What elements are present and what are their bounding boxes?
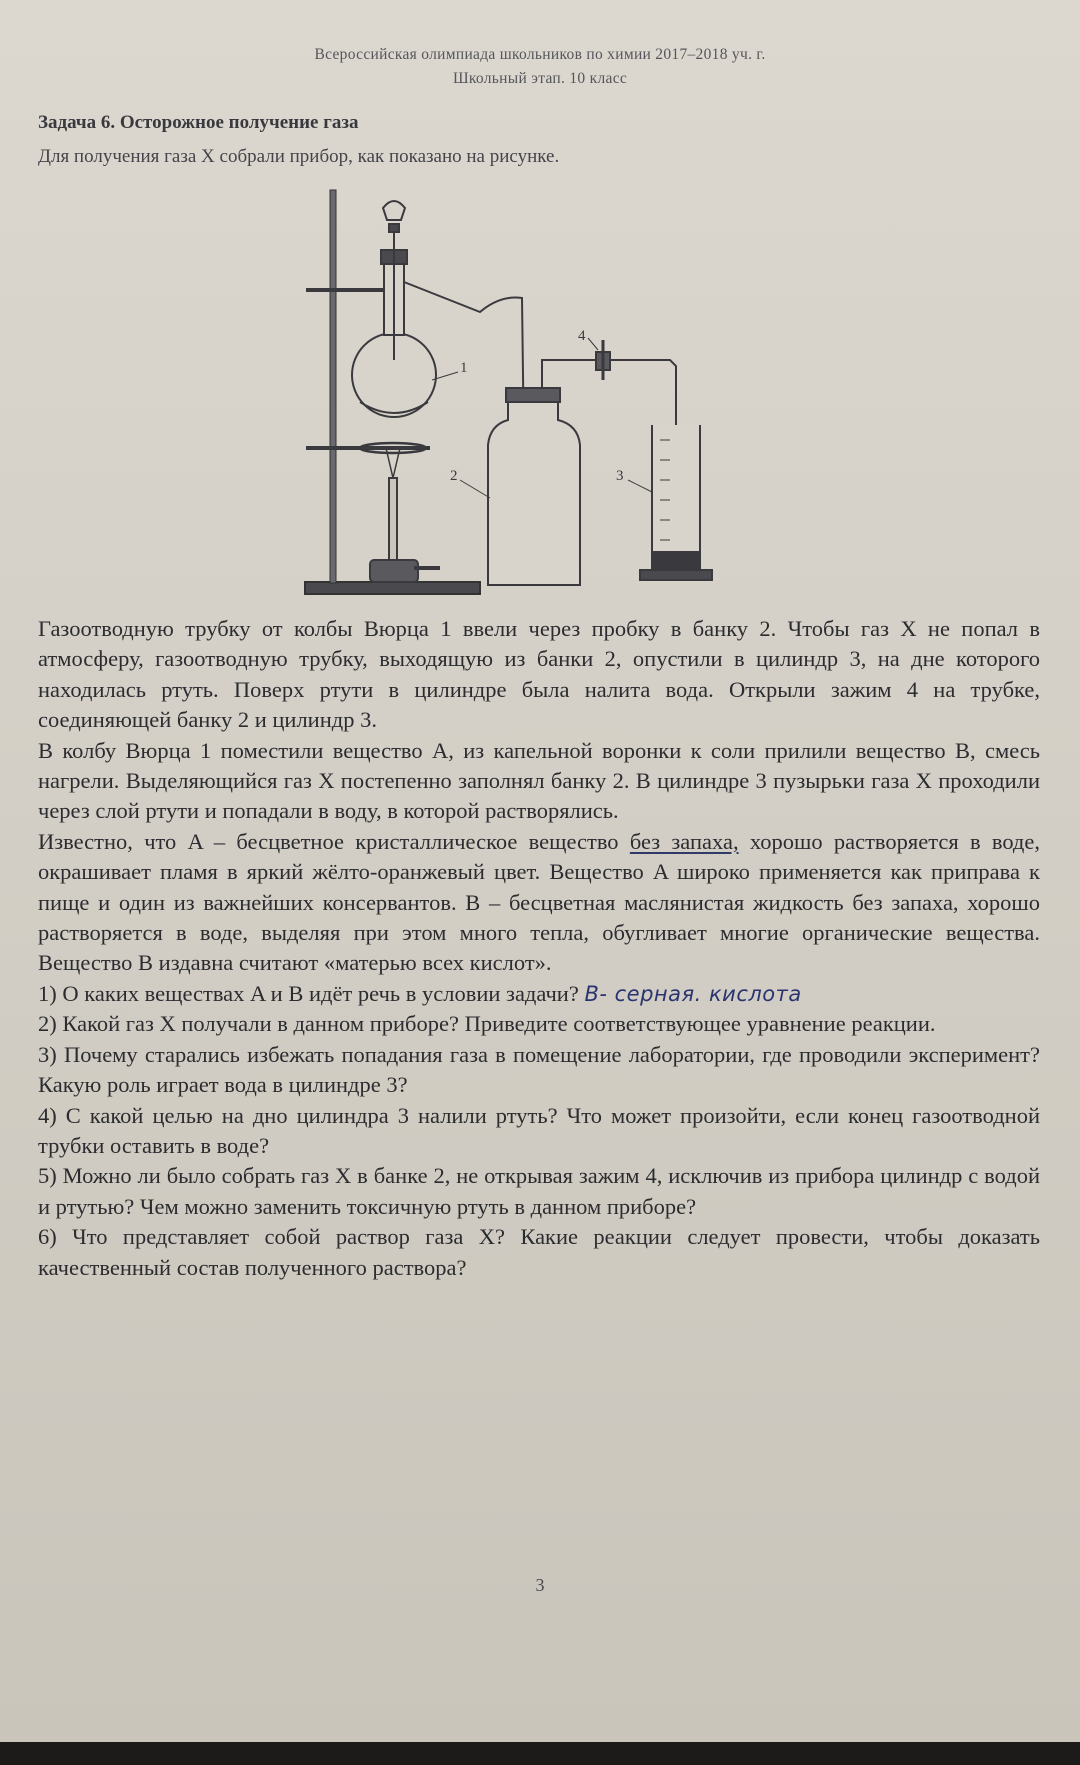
paragraph-substances <box>38 827 1040 979</box>
substances-text-b: хорошо растворяется в воде, окрашивает пламя в яркий жёлто-оранжевый цвет. Вещество A широко применяется как приправа к пище и один из важнейших консервантов. B – бесцветная маслянистая жидкость без запаха, хорошо растворяется в воде, выделяя при этом много тепла, обугливает многие органические вещества. Вещество B издавна считают «матерью всех кислот». <box>38 828 1040 976</box>
dropping-funnel <box>383 201 405 220</box>
question-6: 6) Что представляет собой раствор газа X? Какие реакции следует провести, чтобы доказать качественный состав полученного раствора? <box>38 1224 1040 1280</box>
apparatus-figure <box>290 180 790 605</box>
funnel-tap <box>389 224 399 232</box>
question-2: 2) Какой газ X получали в данном приборе? Приведите соответствующее уравнение реакции. <box>38 1011 936 1037</box>
question-5: 5) Можно ли было собрать газ X в банке 2, не открывая зажим 4, исключив из прибора цилиндр с водой и ртутью? Чем можно заменить токсичную ртуть в данном приборе? <box>38 1163 1040 1219</box>
stand-rod <box>330 190 336 583</box>
burner-base <box>370 560 418 582</box>
label-2: 2 <box>450 468 458 484</box>
cylinder-3 <box>652 425 700 570</box>
bottle-2 <box>488 400 580 585</box>
label-1: 1 <box>460 360 468 376</box>
question-3: 3) Почему старались избежать попадания газа в помещение лаборатории, где проводили эксперимент? Какую роль играет вода в цилиндре 3? <box>38 1041 1040 1098</box>
label-3: 3 <box>616 468 624 484</box>
question-1-text: 1) О каких веществах A и B идёт речь в условии задачи? <box>38 980 579 1006</box>
question-1 <box>38 979 1040 1009</box>
task-title: Задача 6. Осторожное получение газа <box>38 112 359 133</box>
paragraph-procedure: В колбу Вюрца 1 поместили вещество A, из капельной воронки к соли прилили вещество B, смесь нагрели. Выделяющийся газ X постепенно заполнял банку 2. В цилиндре 3 пузырьки газа X проходили через слой ртути и попадали в воду, в которой растворялись. <box>38 737 1040 824</box>
task-intro: Для получения газа X собрали прибор, как показано на рисунке. <box>38 146 560 167</box>
task-body <box>38 614 1040 1283</box>
stand-base <box>305 582 480 594</box>
cylinder-base <box>640 570 712 580</box>
substances-text-a: Известно, что A – бесцветное кристаллическое вещество <box>38 828 630 854</box>
label-4: 4 <box>578 328 586 344</box>
header-olympiad: Всероссийская олимпиада школьников по химии 2017–2018 уч. г. <box>314 46 766 63</box>
header-stage: Школьный этап. 10 класс <box>452 70 628 87</box>
handwritten-answer: В- серная. кислота <box>584 981 802 1006</box>
burner-tube <box>389 478 397 563</box>
mercury-layer <box>653 552 699 570</box>
paragraph-apparatus: Газоотводную трубку от колбы Вюрца 1 ввели через пробку в банку 2. Чтобы газ X не попал в атмосферу, газоотводную трубку, выходящую из банки 2, опустили в цилиндр 3, на дне которого находилась ртуть. Поверх ртути в цилиндре была налита вода. Открыли зажим 4 на трубке, соединяющей банку 2 и цилиндр 3. <box>38 616 1040 733</box>
question-4: 4) С какой целью на дно цилиндра 3 налили ртуть? Что может произойти, если конец газоотводной трубки оставить в воде? <box>38 1102 1040 1158</box>
dark-background-strip <box>0 1742 1080 1765</box>
page-number: 3 <box>535 1575 545 1595</box>
underlined-phrase: без запаха, <box>629 828 739 854</box>
bottle-stopper <box>506 388 560 402</box>
